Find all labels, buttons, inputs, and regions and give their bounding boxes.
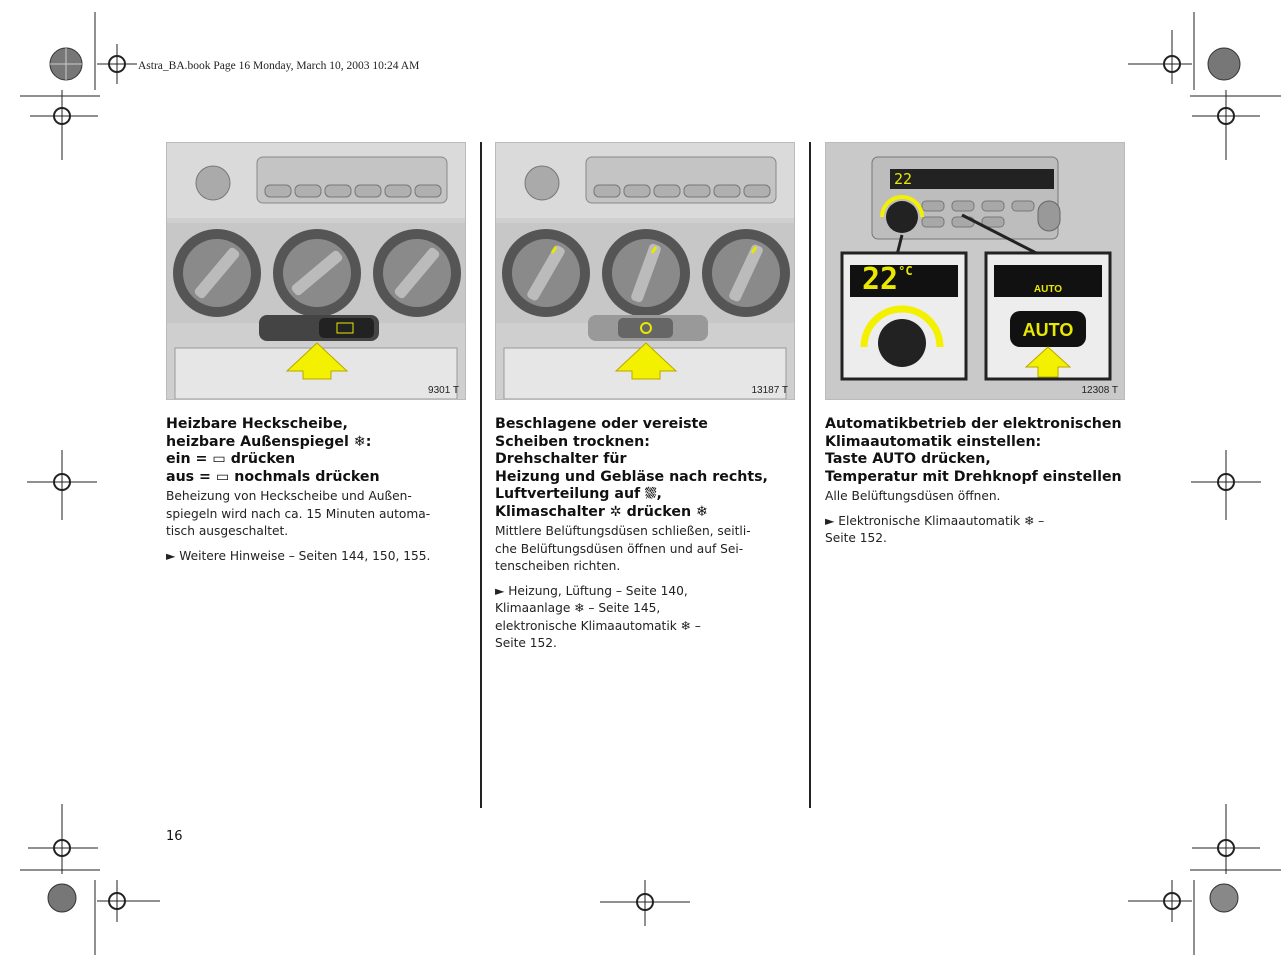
figure-number: 12308 T bbox=[1081, 385, 1118, 396]
body-line: ► Heizung, Lüftung – Seite 140, bbox=[495, 583, 688, 598]
heading-line: Taste AUTO drücken, bbox=[825, 451, 991, 467]
heading-line: Scheiben trocknen: bbox=[495, 433, 650, 450]
print-header: Astra_BA.book Page 16 Monday, March 10, 2003 10:24 AM bbox=[138, 60, 420, 72]
figure-auto-climate bbox=[825, 142, 1125, 400]
column-divider-2 bbox=[809, 142, 811, 808]
body-line: tisch ausgeschaltet. bbox=[166, 524, 289, 538]
body-paragraph bbox=[166, 488, 466, 541]
registration-mark-bottom-center bbox=[600, 870, 690, 950]
auto-button: AUTO bbox=[1022, 320, 1074, 340]
section-body bbox=[825, 488, 1125, 548]
registration-mark-left-middle bbox=[25, 450, 105, 520]
body-line: ► Weitere Hinweise – Seiten 144, 150, 155. bbox=[166, 548, 431, 563]
body-line: elektronische Klimaautomatik ❄ – bbox=[495, 618, 701, 633]
section-heated-rear-window bbox=[166, 142, 466, 572]
lcd-temperature-large: $22^{^\circ C}$ bbox=[862, 262, 913, 297]
figure-number: 13187 T bbox=[751, 385, 788, 396]
heading-line: Heizung und Gebläse nach rechts, bbox=[495, 468, 768, 485]
body-paragraph bbox=[495, 523, 795, 576]
cross-reference bbox=[495, 583, 795, 653]
body-line: Klimaanlage ❄ – Seite 145, bbox=[495, 601, 661, 615]
heading-line: Heizbare Heckscheibe, bbox=[166, 416, 348, 432]
heading-line: Automatikbetrieb der elektronischen bbox=[825, 416, 1122, 432]
heading-line: heizbare Außenspiegel ❄: bbox=[166, 433, 372, 450]
cross-reference bbox=[166, 548, 466, 566]
section-heading bbox=[495, 416, 795, 521]
dashboard-controls-illustration bbox=[167, 143, 465, 399]
section-dry-windows bbox=[495, 142, 795, 660]
figure-number: 9301 T bbox=[428, 385, 459, 396]
section-auto-climate bbox=[825, 142, 1125, 555]
body-line: Alle Belüftungsdüsen öffnen. bbox=[825, 489, 1001, 503]
figure-heated-rear-window bbox=[166, 142, 466, 400]
column-divider-1 bbox=[480, 142, 482, 808]
dashboard-controls-illustration bbox=[496, 143, 794, 399]
registration-mark-top-left bbox=[20, 10, 170, 170]
heading-line: Drehschalter für bbox=[495, 451, 627, 467]
body-line: Seite 152. bbox=[825, 531, 887, 545]
body-line: Mittlere Belüftungsdüsen schließen, seitli- bbox=[495, 524, 751, 538]
heading-line: aus = ▭ nochmals drücken bbox=[166, 468, 380, 485]
heading-line: ein = ▭ drücken bbox=[166, 451, 296, 467]
section-body bbox=[495, 523, 795, 653]
page-number: 16 bbox=[166, 829, 183, 844]
registration-mark-right-middle bbox=[1186, 450, 1266, 520]
body-paragraph bbox=[825, 488, 1125, 506]
body-line: che Belüftungsdüsen öffnen und auf Sei- bbox=[495, 541, 744, 556]
body-line: Seite 152. bbox=[495, 636, 557, 650]
body-line: Beheizung von Heckscheibe und Außen- bbox=[166, 489, 412, 503]
heading-line: Beschlagene oder vereiste bbox=[495, 416, 708, 432]
cross-reference bbox=[825, 513, 1125, 548]
lcd-auto-label: AUTO bbox=[1033, 284, 1063, 295]
registration-mark-bottom-left bbox=[20, 800, 170, 960]
temperature-unit: °C bbox=[898, 264, 913, 278]
heading-line: Luftverteilung auf ⛆, bbox=[495, 486, 662, 502]
registration-mark-bottom-right bbox=[1120, 800, 1281, 960]
lcd-temperature-small: 22 bbox=[894, 170, 913, 188]
heading-line: Temperatur mit Drehknopf einstellen bbox=[825, 468, 1122, 485]
figure-dry-windows bbox=[495, 142, 795, 400]
registration-mark-top-right bbox=[1120, 10, 1281, 170]
body-line: spiegeln wird nach ca. 15 Minuten automa- bbox=[166, 506, 431, 521]
heading-line: Klimaautomatik einstellen: bbox=[825, 433, 1042, 450]
body-line: ► Elektronische Klimaautomatik ❄ – bbox=[825, 513, 1045, 528]
heading-line: Klimaschalter ✲ drücken ❄ bbox=[495, 503, 708, 520]
body-line: tenscheiben richten. bbox=[495, 559, 621, 573]
section-heading bbox=[166, 416, 466, 486]
section-heading bbox=[825, 416, 1125, 486]
section-body bbox=[166, 488, 466, 565]
